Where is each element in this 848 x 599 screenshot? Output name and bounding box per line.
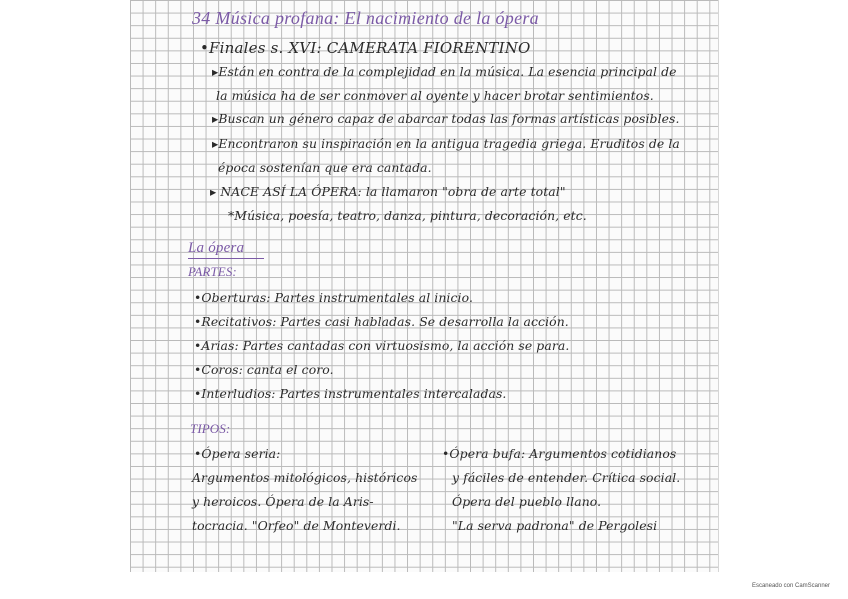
opera-seria-line-3: tocracia. "Orfeo" de Monteverdi. [192,518,401,533]
camerata-point-4: ▸ NACE ASÍ LA ÓPERA: la llamaron "obra de arte total" [210,184,566,199]
opera-bufa-line-2: Ópera del pueblo llano. [452,494,602,509]
opera-bufa-line-1: y fáciles de entender. Crítica social. [452,470,681,485]
notebook-page [130,0,719,572]
camerata-point-1-cont: la música ha de ser conmover al oyente y hacer brotar sentimientos. [216,88,654,103]
camerata-point-2: ▸Buscan un género capaz de abarcar todas las formas artísticas posibles. [212,111,680,126]
part-arias: •Arias: Partes cantadas con virtuosismo, la acción se para. [194,338,570,353]
opera-seria-line-2: y heroicos. Ópera de la Aris- [192,494,374,509]
scanner-watermark: Escaneado con CamScanner [751,583,830,589]
opera-heading-underline [188,258,264,259]
camerata-point-4-detail: *Música, poesía, teatro, danza, pintura, decoración, etc. [228,208,587,223]
opera-heading: La ópera [188,240,245,256]
camerata-point-3-cont: época sostenían que era cantada. [218,160,432,175]
opera-bufa-line-3: "La serva padrona" de Pergolesi [452,518,658,533]
camerata-point-1: ▸Están en contra de la complejidad en la música. La esencia principal de [212,64,677,79]
part-interludios: •Interludios: Partes instrumentales intercaladas. [194,386,507,401]
types-heading: TIPOS: [190,421,231,436]
camerata-point-3: ▸Encontraron su inspiración en la antigua tragedia griega. Eruditos de la [212,136,680,151]
intro-heading: •Finales s. XVI: CAMERATA FIORENTINO [200,39,531,57]
part-oberturas: •Oberturas: Partes instrumentales al inicio. [194,290,473,305]
page-title: 34 Música profana: El nacimiento de la ópera [192,8,539,28]
opera-seria-line-1: Argumentos mitológicos, históricos [192,470,418,485]
opera-bufa-title: •Ópera bufa: Argumentos cotidianos [442,446,677,461]
part-recitativos: •Recitativos: Partes casi habladas. Se desarrolla la acción. [194,314,569,329]
parts-heading: PARTES: [188,264,237,279]
opera-seria-title: •Ópera seria: [194,446,281,461]
part-coros: •Coros: canta el coro. [194,362,334,377]
